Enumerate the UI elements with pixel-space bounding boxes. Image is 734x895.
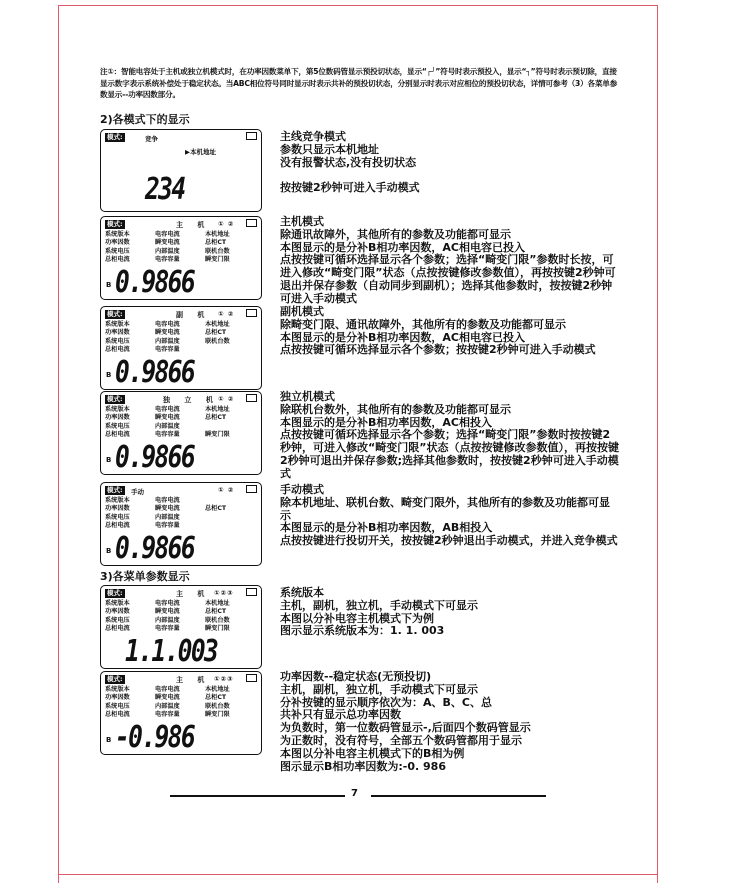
lcd-grid-cell: 总柜CT [205, 239, 227, 247]
section-title-modes: 2)各模式下的显示 [100, 113, 190, 126]
lcd-grid-cell: 本机地址 [205, 321, 230, 328]
lcd-grid-row [105, 522, 257, 530]
footer-rule-left [170, 795, 345, 797]
panel-description [280, 306, 620, 357]
desc-line: 点按按键可循环选择显示各个参数；按按键2秒钟可进入手动模式 [280, 343, 596, 357]
desc-line: 为正数时，没有符号，全部五个数码管都用于显示 [280, 733, 522, 747]
lcd-grid-cell: 总柜CT [205, 694, 227, 702]
lcd-grid-cell: 本机地址 [205, 231, 230, 238]
lcd-grid-cell: 系统版本 [105, 406, 130, 413]
lcd-grid-cell: 电容容量 [155, 431, 180, 439]
lcd-grid-cell: 瞬变门限 [205, 431, 230, 439]
lcd-grid-cell: 瞬变电流 [155, 608, 180, 616]
lcd-grid-row [105, 248, 257, 256]
lcd-grid-row [105, 703, 257, 711]
lcd-phase-label: B [106, 736, 112, 744]
lcd-parameter-grid [105, 406, 257, 440]
desc-line: 本图显示的是分补B相功率因数，AC相电容已投入 [280, 240, 525, 254]
lcd-panel-manual [100, 482, 262, 566]
lcd-grid-cell: 总柜CT [205, 505, 227, 513]
lcd-pc-icon [246, 219, 257, 227]
lcd-panel-competition [100, 129, 262, 212]
lcd-grid-cell: 系统版本 [105, 231, 130, 238]
lcd-grid-cell: 系统电压 [105, 616, 130, 624]
panel-description [280, 131, 620, 195]
lcd-grid-cell: 总柜CT [205, 608, 227, 616]
lcd-mode-title: 主 机 [176, 590, 211, 598]
lcd-grid-cell: 功率因数 [105, 239, 130, 247]
page-border-left [58, 5, 59, 883]
lcd-grid-cell: 总柜电流 [105, 256, 130, 264]
lcd-panel-slave [100, 306, 262, 390]
lcd-grid-cell: 联机台数 [205, 702, 230, 710]
lcd-grid-cell: 系统电压 [105, 513, 130, 521]
lcd-phase-label: B [106, 281, 112, 289]
lcd-parameter-grid [105, 600, 257, 634]
lcd-segment-value: 0.9866 [115, 440, 195, 475]
footnote-paragraph: 注①：智能电容处于主机或独立机模式时，在功率因数菜单下，第5位数码管显示预投切状态，显示“┌┘”符号时表示预投入，显示“┐”符号时表示预切除，直接显示数字表示系统补偿处于稳定状态。当ABC相位符号同时显示时表示共补的预投切状态，分别显示时表示对应相位的预投切状态，详情可参考（3）各菜单参数显示--功率因数部分。 [100, 67, 618, 99]
lcd-grid-cell: 电容容量 [155, 346, 180, 354]
page-border-bottom [58, 874, 658, 875]
lcd-grid-cell: 电容容量 [155, 711, 180, 719]
desc-line: 本图显示的是分补B相功率因数，AC相电容已投入 [280, 330, 525, 344]
lcd-grid-cell: 总柜电流 [105, 625, 130, 633]
lcd-segment-value: 1.1.003 [125, 634, 218, 669]
lcd-panel-master [100, 216, 262, 300]
lcd-grid-cell: 电容容量 [155, 256, 180, 264]
lcd-grid-cell: 总柜电流 [105, 711, 130, 719]
lcd-grid-cell: 电容电流 [155, 231, 180, 238]
lcd-grid-cell: 功率因数 [105, 414, 130, 422]
desc-line: 手动模式 [280, 483, 324, 496]
lcd-mode-title: 主 机 [176, 676, 211, 684]
lcd-phase-label: B [106, 456, 112, 464]
lcd-grid-row [105, 505, 257, 513]
lcd-grid-cell: 系统电压 [105, 337, 130, 345]
lcd-mode-badge: 模式: [107, 589, 123, 597]
lcd-mode-badge: 模式: [107, 486, 123, 494]
lcd-grid-cell: 电容电流 [155, 497, 180, 504]
lcd-grid-cell: 功率因数 [105, 329, 130, 337]
desc-line: 点按按键可循环选择显示各个参数；选择“畸变门限”参数时按按键2秒钟，可进入修改“畸变门限”状态（点按按键修改参数值），再按按键2秒钟可退出并保存参数;选择其他参数时，按按键2秒钟可进入手动模式 [280, 428, 619, 480]
desc-line: 点按按键进行投切开关，按按键2秒钟退出手动模式，并进入竞争模式 [280, 534, 618, 548]
lcd-grid-cell: 瞬变门限 [205, 711, 230, 719]
lcd-segment-value: -0.986 [115, 720, 195, 755]
lcd-grid-cell: 本机地址 [205, 600, 230, 607]
lcd-grid-row [105, 694, 257, 702]
panel-description [280, 671, 620, 773]
lcd-signal-indicators: ① ② [218, 220, 235, 228]
lcd-grid-row [105, 346, 257, 354]
lcd-grid-cell: 系统电压 [105, 422, 130, 430]
lcd-grid-cell: 系统电压 [105, 702, 130, 710]
lcd-grid-cell: 电容电流 [155, 600, 180, 607]
lcd-grid-cell: 总柜电流 [105, 431, 130, 439]
desc-line: 图示显示B相功率因数为:-0. 986 [280, 759, 446, 773]
panel-description [280, 484, 620, 548]
lcd-grid-cell: 功率因数 [105, 505, 130, 513]
lcd-grid-cell: 内部温度 [155, 247, 180, 255]
lcd-pc-icon [246, 485, 257, 493]
lcd-segment-value: 0.9866 [115, 531, 195, 566]
lcd-grid-cell: 本机地址 [205, 406, 230, 413]
desc-line: 主机，副机，独立机，手动模式下可显示 [280, 682, 478, 696]
desc-line: 功率因数--稳定状态(无预投切) [280, 670, 432, 683]
lcd-grid-row [105, 329, 257, 337]
lcd-grid-cell: 瞬变电流 [155, 414, 180, 422]
page-border-right [657, 5, 658, 883]
desc-line: 副机模式 [280, 305, 324, 318]
lcd-grid-cell: 总柜电流 [105, 522, 130, 530]
lcd-grid-row [105, 431, 257, 439]
desc-line: 主机，副机，独立机，手动模式下可显示 [280, 598, 478, 612]
lcd-sub-label: ▶本机地址 [185, 148, 216, 156]
lcd-mode-badge: 模式: [107, 133, 123, 141]
lcd-signal-indicators: ① ② [218, 310, 235, 318]
desc-line: 分补按键的显示顺序依次为：A、B、C、总 [280, 695, 492, 709]
lcd-panel-power-factor [100, 671, 262, 755]
lcd-grid-cell: 功率因数 [105, 694, 130, 702]
lcd-grid-cell: 瞬变门限 [205, 256, 230, 264]
lcd-signal-indicators: ① ② [218, 486, 235, 494]
desc-line: 主线竞争模式 [280, 130, 346, 143]
lcd-grid-cell: 瞬变门限 [205, 625, 230, 633]
lcd-mode-title: 手动 [131, 488, 144, 496]
lcd-grid-cell: 电容容量 [155, 625, 180, 633]
lcd-grid-cell: 总柜CT [205, 329, 227, 337]
lcd-grid-row [105, 617, 257, 625]
lcd-pc-icon [246, 588, 257, 596]
lcd-grid-cell: 总柜CT [205, 414, 227, 422]
page-border-top [58, 5, 658, 6]
lcd-mode-badge: 模式: [107, 220, 123, 228]
lcd-segment-value: 0.9866 [115, 355, 195, 390]
desc-line: 本图以分补电容主机模式下的B相为例 [280, 746, 465, 760]
lcd-grid-row [105, 423, 257, 431]
desc-line: 本图以分补电容主机模式下为例 [280, 611, 434, 625]
lcd-grid-cell: 瞬变电流 [155, 694, 180, 702]
lcd-grid-cell: 系统版本 [105, 686, 130, 693]
lcd-grid-cell: 内部温度 [155, 616, 180, 624]
lcd-segment-value: 234 [145, 172, 185, 207]
lcd-grid-row [105, 608, 257, 616]
desc-line: 独立机模式 [280, 390, 335, 403]
desc-line: 为负数时，第一位数码管显示-,后面四个数码管显示 [280, 721, 531, 735]
lcd-pc-icon [246, 132, 257, 140]
desc-line: 除畸变门限、通讯故障外，其他所有的参数及功能都可显示 [280, 317, 566, 331]
lcd-parameter-grid [105, 321, 257, 355]
lcd-mode-badge: 模式: [107, 395, 123, 403]
lcd-mode-title: 主 机 [176, 221, 211, 229]
lcd-grid-cell: 电容容量 [155, 522, 180, 530]
lcd-grid-row [105, 711, 257, 719]
panel-description [280, 587, 620, 638]
desc-line: 系统版本 [280, 586, 324, 599]
lcd-grid-cell: 系统版本 [105, 321, 130, 328]
lcd-phase-label: B [106, 547, 112, 555]
lcd-mode-title: 竞争 [145, 135, 158, 143]
desc-line: 按按键2秒钟可进入手动模式 [280, 181, 420, 195]
lcd-grid-cell: 瞬变电流 [155, 239, 180, 247]
desc-line: 没有报警状态,没有投切状态 [280, 155, 417, 169]
lcd-grid-cell: 总柜电流 [105, 346, 130, 354]
footer-rule-right [371, 795, 546, 797]
lcd-mode-badge: 模式: [107, 675, 123, 683]
lcd-grid-cell: 内部温度 [155, 337, 180, 345]
desc-line: 本图显示的是分补B相功率因数，AB相投入 [280, 521, 493, 535]
lcd-grid-cell: 瞬变电流 [155, 329, 180, 337]
desc-line: 共补只有显示总功率因数 [280, 708, 401, 722]
desc-line: 本图显示的是分补B相功率因数，AC相投入 [280, 415, 492, 429]
lcd-signal-indicators: ① ② [218, 395, 235, 403]
desc-line: 参数只显示本机地址 [280, 142, 379, 156]
desc-line: 除通讯故障外，其他所有的参数及功能都可显示 [280, 227, 511, 241]
lcd-grid-cell: 本机地址 [205, 686, 230, 693]
lcd-parameter-grid [105, 231, 257, 265]
lcd-grid-row [105, 414, 257, 422]
lcd-grid-cell: 电容电流 [155, 321, 180, 328]
lcd-grid-cell: 联机台数 [205, 616, 230, 624]
lcd-grid-cell: 电容电流 [155, 686, 180, 693]
lcd-grid-row [105, 239, 257, 247]
lcd-grid-cell: 系统电压 [105, 247, 130, 255]
lcd-panel-version [100, 585, 262, 669]
lcd-grid-cell: 联机台数 [205, 247, 230, 255]
lcd-grid-cell: 功率因数 [105, 608, 130, 616]
lcd-phase-label: B [106, 371, 112, 379]
panel-description [280, 391, 620, 481]
desc-line: 除本机地址、联机台数、畸变门限外，其他所有的参数及功能都可显示 [280, 495, 610, 522]
desc-line: 点按按键可循环选择显示各个参数；选择“畸变门限”参数时长按，可进入修改“畸变门限”状态（点按按键修改参数值），再按按键2秒钟可退出并保存参数（自动同步到副机）；选择其他参数时，按按键2秒钟可进入手动模式 [280, 253, 616, 305]
lcd-grid-cell: 电容电流 [155, 406, 180, 413]
lcd-parameter-grid [105, 686, 257, 720]
lcd-grid-cell: 系统版本 [105, 600, 130, 607]
lcd-mode-title: 独 立 机 [163, 396, 219, 404]
lcd-parameter-grid [105, 497, 257, 531]
desc-line: 除联机台数外，其他所有的参数及功能都可显示 [280, 402, 511, 416]
lcd-pc-icon [246, 309, 257, 317]
lcd-pc-icon [246, 394, 257, 402]
desc-line: 主机模式 [280, 215, 324, 228]
lcd-grid-row [105, 338, 257, 346]
page-number: 7 [351, 788, 358, 799]
panel-description [280, 216, 620, 306]
section-title-menus: 3)各菜单参数显示 [100, 570, 190, 583]
lcd-grid-cell: 瞬变电流 [155, 505, 180, 513]
lcd-grid-cell: 系统版本 [105, 497, 130, 504]
lcd-grid-cell: 联机台数 [205, 337, 230, 345]
lcd-signal-indicators: ①②③ [214, 589, 234, 597]
lcd-signal-indicators: ①②③ [214, 675, 234, 683]
lcd-grid-row [105, 256, 257, 264]
desc-line: 图示显示系统版本为：1. 1. 003 [280, 624, 445, 638]
lcd-panel-standalone [100, 391, 262, 475]
lcd-mode-title: 副 机 [176, 311, 211, 319]
lcd-grid-cell: 内部温度 [155, 513, 180, 521]
lcd-pc-icon [246, 674, 257, 682]
lcd-grid-cell: 内部温度 [155, 702, 180, 710]
lcd-grid-row [105, 625, 257, 633]
lcd-segment-value: 0.9866 [115, 265, 195, 300]
lcd-mode-badge: 模式: [107, 310, 123, 318]
lcd-grid-row [105, 514, 257, 522]
lcd-grid-cell: 内部温度 [155, 422, 180, 430]
